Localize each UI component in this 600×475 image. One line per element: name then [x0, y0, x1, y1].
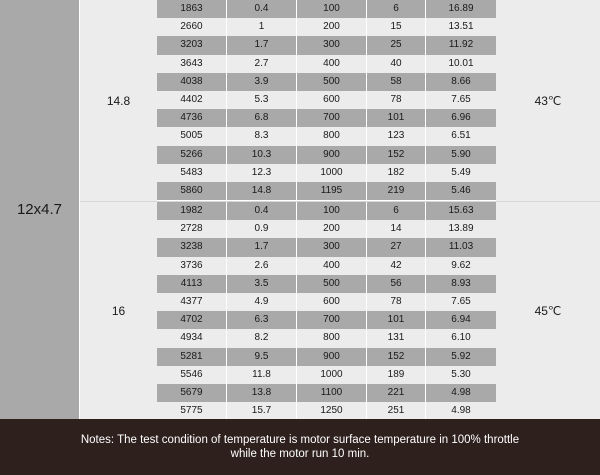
voltage-group-2	[80, 201, 600, 419]
thrust-cell: 600	[297, 91, 367, 109]
current-cell: 0.9	[227, 220, 297, 238]
temperature-cell: 45℃	[496, 202, 600, 419]
thrust-cell: 1250	[297, 402, 367, 420]
rpm-cell: 5775	[157, 402, 227, 420]
rpm-cell: 2728	[157, 220, 227, 238]
efficiency-cell: 11.03	[448, 241, 474, 253]
efficiency-cell: 15.63	[448, 205, 474, 216]
current-cell: 1.7	[227, 36, 297, 54]
current-cell: 0.4	[227, 202, 297, 220]
power-cell: 131	[367, 329, 426, 347]
power-cell: 14	[367, 220, 426, 238]
efficiency-cell: 6.10	[451, 332, 471, 344]
rpm-cell: 5266	[157, 146, 227, 164]
table-row	[157, 402, 496, 420]
efficiency-cell: 5.46	[451, 184, 471, 196]
thrust-cell: 900	[297, 146, 367, 164]
power-cell: 42	[367, 257, 426, 275]
power-cell: 25	[367, 36, 426, 54]
rpm-cell: 4702	[157, 311, 227, 329]
thrust-cell: 200	[297, 18, 367, 36]
current-cell: 2.6	[227, 257, 297, 275]
current-cell: 5.3	[227, 91, 297, 109]
power-cell: 182	[367, 164, 426, 182]
prop-size-label: 12x4.7	[16, 201, 63, 218]
power-cell: 78	[367, 91, 426, 109]
rpm-cell: 5860	[157, 182, 227, 200]
efficiency-cell: 5.92	[451, 350, 471, 362]
rpm-cell: 1863	[157, 0, 227, 18]
current-cell: 2.7	[227, 55, 297, 73]
current-cell: 10.3	[227, 146, 297, 164]
efficiency-cell: 8.66	[451, 75, 471, 87]
efficiency-cell: 13.89	[448, 223, 474, 235]
efficiency-cell: 9.62	[451, 259, 471, 271]
rpm-cell: 4113	[157, 275, 227, 293]
table-row	[157, 348, 496, 366]
power-cell: 123	[367, 127, 426, 145]
rpm-cell: 5005	[157, 127, 227, 145]
data-rows	[157, 202, 496, 420]
table-row	[157, 182, 496, 200]
current-cell: 3.5	[227, 275, 297, 293]
table-row	[157, 164, 496, 182]
rpm-cell: 4934	[157, 329, 227, 347]
rpm-cell: 3643	[157, 55, 227, 73]
thrust-cell: 1000	[297, 164, 367, 182]
thrust-cell: 400	[297, 55, 367, 73]
table-row	[157, 109, 496, 127]
current-cell: 3.9	[227, 73, 297, 91]
efficiency-cell: 13.51	[448, 21, 474, 33]
current-cell: 15.7	[227, 402, 297, 420]
efficiency-cell: 4.98	[451, 386, 471, 398]
efficiency-cell: 8.93	[451, 277, 471, 289]
thrust-cell: 900	[297, 348, 367, 366]
rpm-cell: 3203	[157, 36, 227, 54]
efficiency-cell: 7.65	[451, 93, 471, 105]
power-cell: 58	[367, 73, 426, 91]
voltage-cell: 16	[80, 202, 157, 419]
temperature-cell: 43℃	[496, 0, 600, 201]
efficiency-cell: 7.65	[451, 295, 471, 307]
thrust-cell: 700	[297, 311, 367, 329]
current-cell: 0.4	[227, 0, 297, 18]
table-row	[157, 18, 496, 36]
table-row	[157, 91, 496, 109]
table-row	[157, 146, 496, 164]
data-rows	[157, 0, 496, 200]
table-row	[157, 73, 496, 91]
rpm-cell: 5679	[157, 384, 227, 402]
power-cell: 152	[367, 348, 426, 366]
efficiency-cell: 16.89	[448, 3, 474, 14]
table-row	[157, 220, 496, 238]
current-cell: 13.8	[227, 384, 297, 402]
current-cell: 1.7	[227, 238, 297, 256]
efficiency-cell: 5.30	[451, 368, 471, 380]
current-cell: 14.8	[227, 182, 297, 200]
rpm-cell: 3736	[157, 257, 227, 275]
thrust-cell: 800	[297, 329, 367, 347]
thrust-cell: 400	[297, 257, 367, 275]
efficiency-cell: 10.01	[448, 57, 474, 69]
thrust-cell: 100	[297, 0, 367, 18]
rpm-cell: 2660	[157, 18, 227, 36]
prop-size-cell	[0, 0, 80, 419]
power-cell: 56	[367, 275, 426, 293]
efficiency-cell: 5.49	[451, 166, 471, 178]
efficiency-cell: 6.96	[451, 112, 471, 124]
voltage-group-1	[80, 0, 600, 201]
rpm-cell: 5281	[157, 348, 227, 366]
power-cell: 101	[367, 311, 426, 329]
thrust-cell: 600	[297, 293, 367, 311]
rpm-cell: 3238	[157, 238, 227, 256]
rpm-cell: 4038	[157, 73, 227, 91]
efficiency-cell: 4.98	[451, 405, 471, 417]
current-cell: 9.5	[227, 348, 297, 366]
table-row	[157, 257, 496, 275]
voltage-cell: 14.8	[80, 0, 157, 201]
thrust-cell: 500	[297, 73, 367, 91]
notes-line-1: Notes: The test condition of temperature is motor surface temperature in 100% throttle	[80, 434, 520, 446]
rpm-cell: 5483	[157, 164, 227, 182]
power-cell: 101	[367, 109, 426, 127]
power-cell: 219	[367, 182, 426, 200]
table-row	[157, 0, 496, 18]
table-row	[157, 238, 496, 256]
rpm-cell: 4377	[157, 293, 227, 311]
power-cell: 152	[367, 146, 426, 164]
thrust-cell: 1195	[297, 182, 367, 200]
thrust-cell: 1000	[297, 366, 367, 384]
table-row	[157, 127, 496, 145]
power-cell: 6	[367, 0, 426, 18]
current-cell: 4.9	[227, 293, 297, 311]
thrust-cell: 300	[297, 238, 367, 256]
current-cell: 8.2	[227, 329, 297, 347]
rpm-cell: 1982	[157, 202, 227, 220]
thrust-cell: 800	[297, 127, 367, 145]
table-row	[157, 293, 496, 311]
table-row	[157, 384, 496, 402]
notes-footer	[0, 419, 600, 475]
power-cell: 189	[367, 366, 426, 384]
table-row	[157, 202, 496, 220]
power-cell: 221	[367, 384, 426, 402]
current-cell: 12.3	[227, 164, 297, 182]
table-row	[157, 36, 496, 54]
thrust-cell: 700	[297, 109, 367, 127]
table-row	[157, 329, 496, 347]
thrust-cell: 300	[297, 36, 367, 54]
table-row	[157, 275, 496, 293]
power-cell: 6	[367, 202, 426, 220]
current-cell: 11.8	[227, 366, 297, 384]
power-cell: 78	[367, 293, 426, 311]
current-cell: 1	[227, 18, 297, 36]
table-row	[157, 55, 496, 73]
efficiency-cell: 6.51	[451, 130, 471, 142]
thrust-cell: 500	[297, 275, 367, 293]
table-row	[157, 366, 496, 384]
current-cell: 8.3	[227, 127, 297, 145]
power-cell: 40	[367, 55, 426, 73]
efficiency-cell: 6.94	[451, 314, 471, 326]
table-row	[157, 311, 496, 329]
rpm-cell: 4402	[157, 91, 227, 109]
power-cell: 15	[367, 18, 426, 36]
rpm-cell: 4736	[157, 109, 227, 127]
power-cell: 27	[367, 238, 426, 256]
rpm-cell: 5546	[157, 366, 227, 384]
efficiency-cell: 11.92	[448, 39, 474, 51]
notes-line-2: while the motor run 10 min.	[230, 448, 370, 460]
thrust-cell: 200	[297, 220, 367, 238]
power-cell: 251	[367, 402, 426, 420]
efficiency-cell: 5.90	[451, 148, 471, 160]
thrust-cell: 100	[297, 202, 367, 220]
current-cell: 6.3	[227, 311, 297, 329]
thrust-cell: 1100	[297, 384, 367, 402]
current-cell: 6.8	[227, 109, 297, 127]
